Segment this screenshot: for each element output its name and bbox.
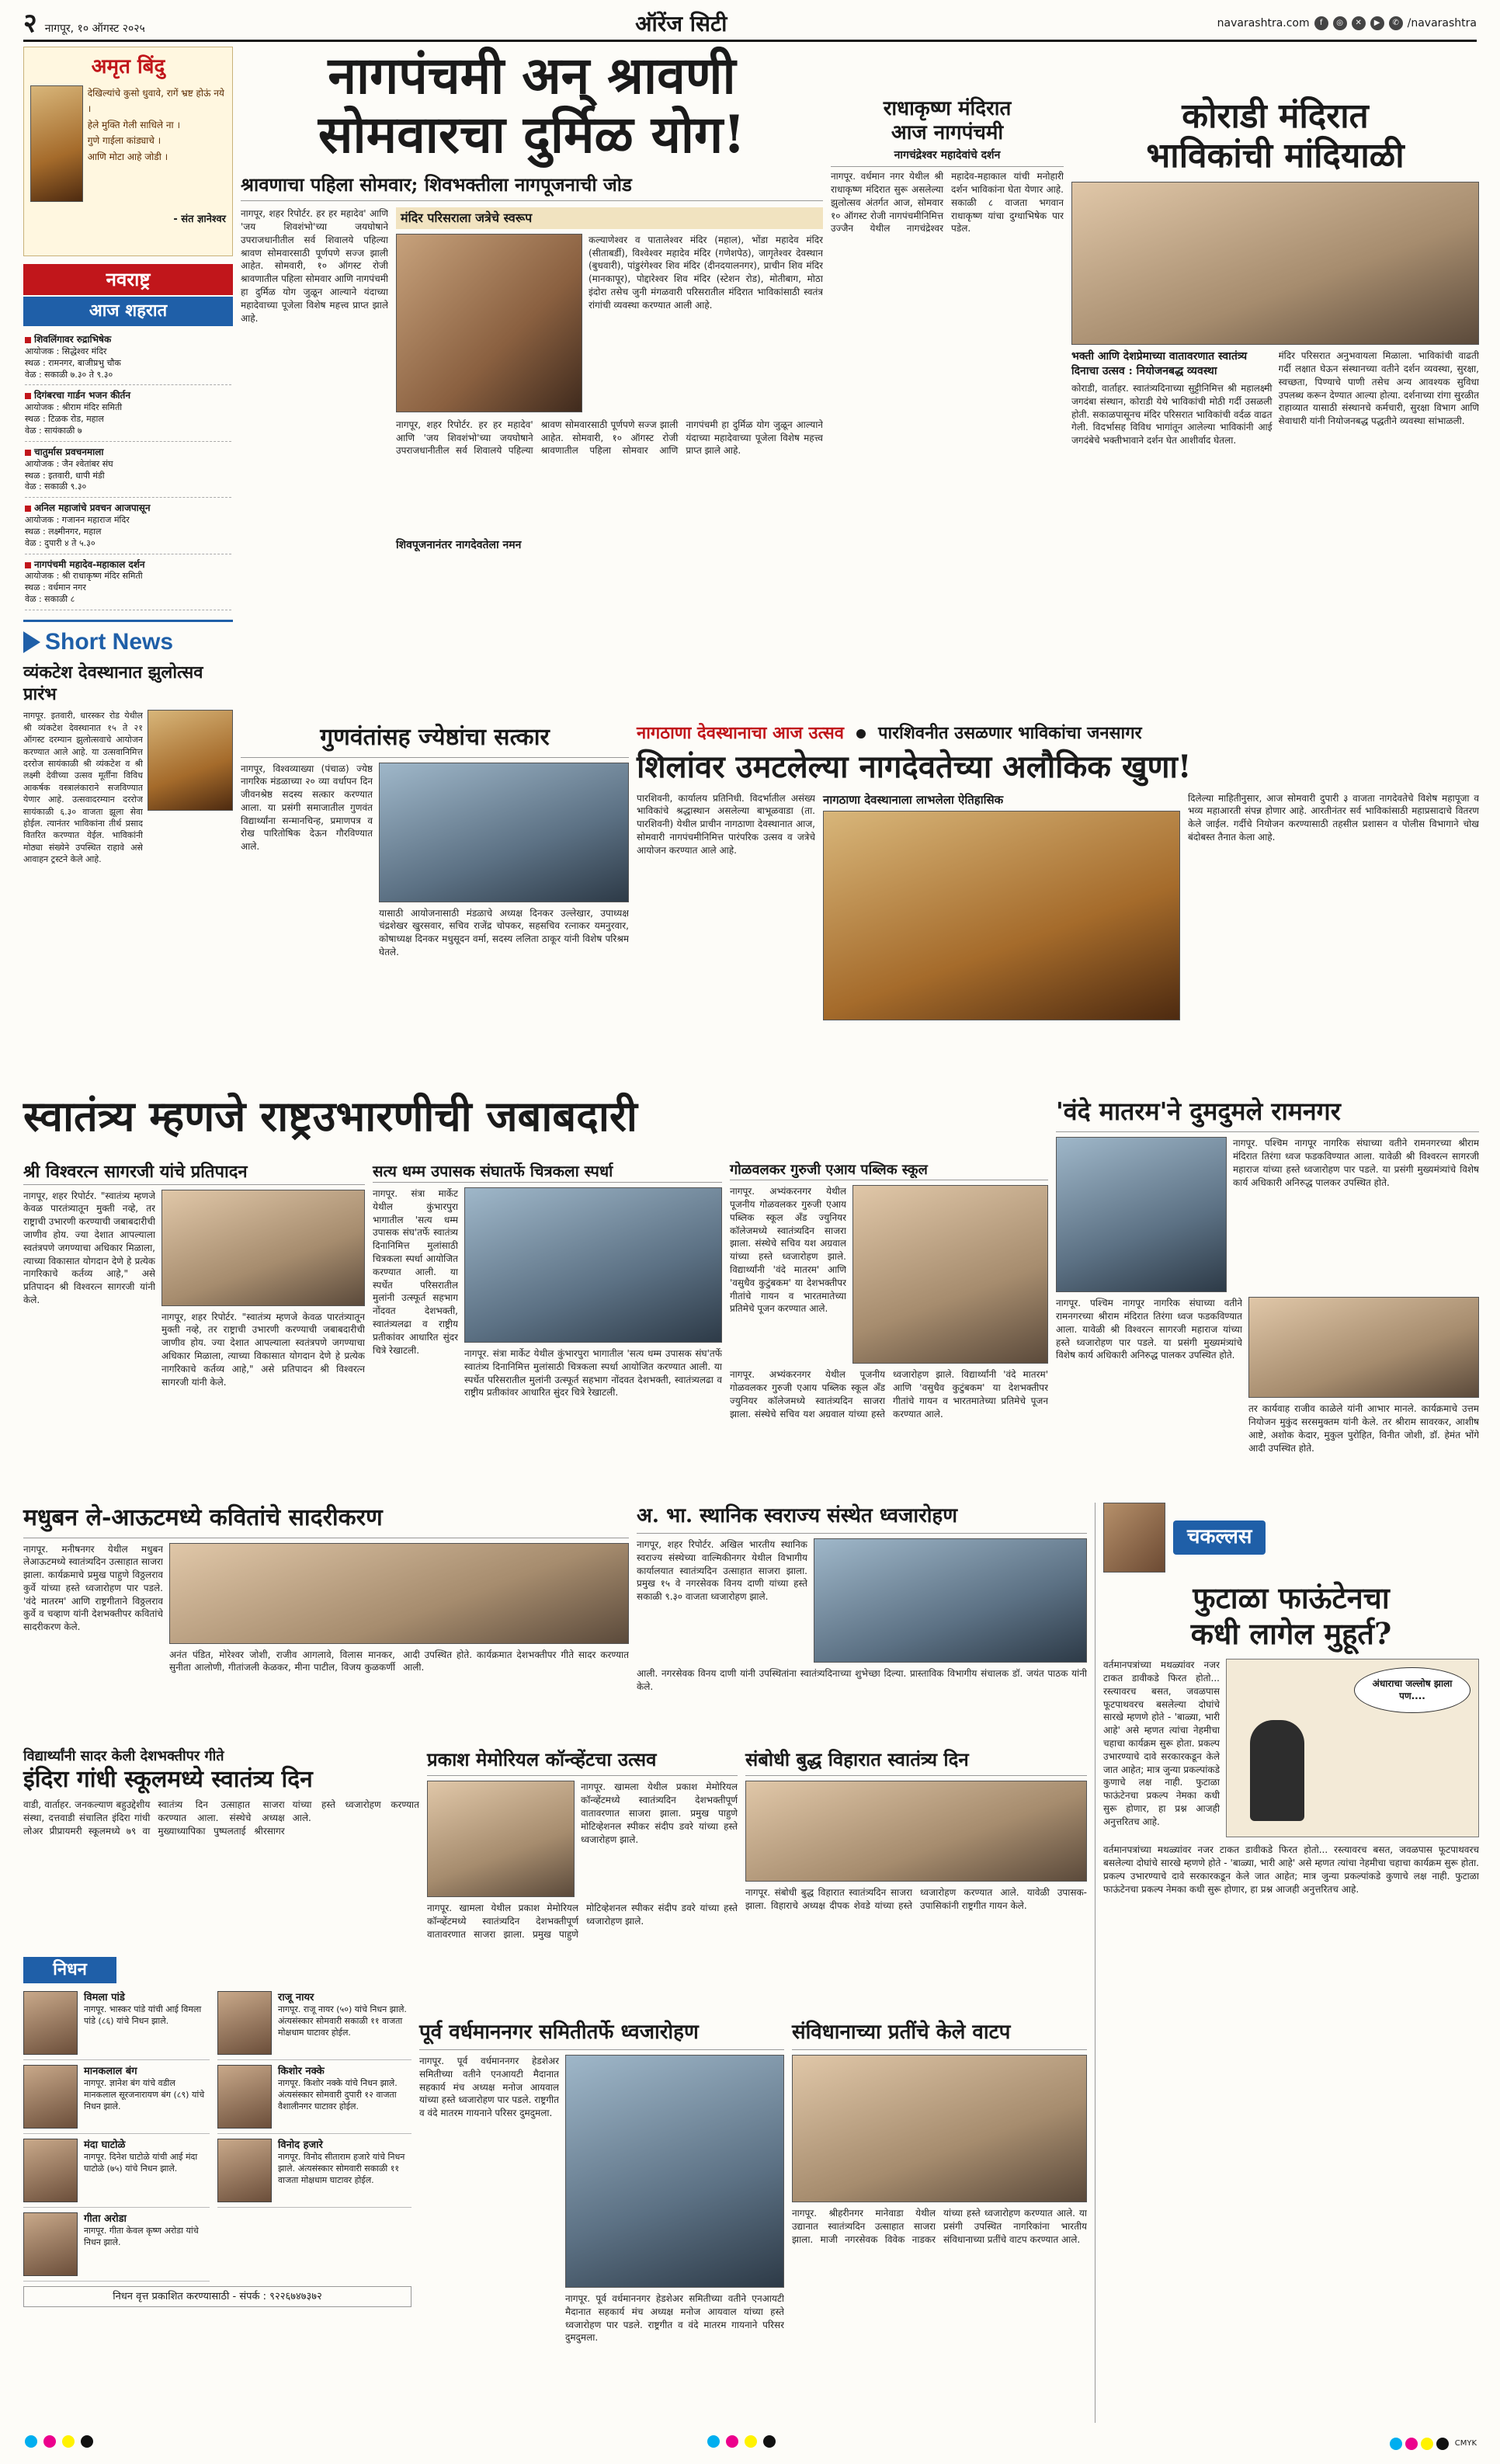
sagarji-image xyxy=(161,1190,365,1306)
lead-subhead: श्रावणाचा पहिला सोमवार; शिवभक्तीला नागपूजनाची जोड xyxy=(241,172,823,201)
sambodhi-story xyxy=(745,1747,1087,1972)
indira-tag: विद्यार्थ्यांनी सादर केली देशभक्तीपर गीते xyxy=(23,1748,224,1764)
purva-flag-image xyxy=(565,2055,784,2288)
amrut-line: हेले मुक्ति गेली साधिले ना । xyxy=(87,119,181,130)
chakalas-column xyxy=(1095,1503,1479,2423)
golwalkar-story xyxy=(730,1161,1048,1500)
swatantrya-sub: श्री विश्वरत्न सागरजी यांचे प्रतिपादन xyxy=(23,1161,365,1185)
nagdev-body: पारशिवनी, कार्यालय प्रतिनिधी. विदर्भातील असंख्य भाविकांचे श्रद्धास्थान असलेल्या बाभूळवाडा (ता. पारशिवनी) येथील प्राचीन नागठाणा देवस्थानात आज, सोमवारी नागपंचमीनिमित्त पारंपरिक उत्सव व जत्रेचे आयोजन करण्यात आले आहे. xyxy=(637,792,815,856)
magenta-dot-icon xyxy=(726,2435,738,2448)
gunwant-title: गुणवंतांसह ज्येष्ठांचा सत्कार xyxy=(241,722,629,758)
purva-title: पूर्व वर्धमाननगर समितीतर्फे ध्वजारोहण xyxy=(419,2019,784,2050)
cartoon-figure-icon xyxy=(1250,1720,1304,1821)
cartoon-icon xyxy=(1103,1503,1165,1573)
abha-body-2: आली. नगरसेवक विनय दाणी यांनी उपस्थितांना स्वातंत्र्यदिनाच्या शुभेच्छा दिल्या. प्रास्ताविक विभागीय संचालक डॉ. जयंत पाठक यांनी केले. xyxy=(637,1668,1087,1692)
nagdev-headline: शिलांवर उमटलेल्या नागदेवतेच्या अलौकिक खुणा! xyxy=(637,748,1192,785)
koradi-body: कोराडी, वार्ताहर. स्वातंत्र्यदिनाच्या सुट्टीनिमित्त श्री महालक्ष्मी जगदंबा संस्थान, कोराडी येथे भाविकांची मोठी गर्दी उसळली होती. सकाळपासूनच मंदिर परिसरात भाविकांची वर्दळ वाढत गेली. विदर्भासह विविध भागांतून आलेल्या भाविकांनी आई जगदंबेचे भक्तीभावाने दर्शन घेत आशीर्वाद घेतला. xyxy=(1071,382,1273,447)
drawing-competition-image xyxy=(464,1187,722,1343)
print-registration-row xyxy=(23,2434,1477,2453)
koradi-story xyxy=(1071,97,1479,613)
event-item: दिगंबरचा गार्डन भजन कीर्तन आयोजक : श्रीराम मंदिर समिती स्थळ : टिळक रोड, महाल वेळ : सायंकाळी ७ xyxy=(25,385,231,441)
gunwant-body-2: यासाठी आयोजनासाठी मंडळाचे अध्यक्ष दिनकर उल्लेखार, उपाध्यक्ष चंद्रशेखर खुरसवार, सचिव राजेंद्र चोपकर, सहसचिव रत्नाकर यमनुरवार, कोषाध्यक्ष दिनकर मधुसूदन वर्मा, सदस्य ललिता ठाकूर यांनी विशेष परिश्रम घेतले. xyxy=(379,907,629,957)
yellow-dot-icon xyxy=(745,2435,757,2448)
koradi-body-2: मंदिर परिसरात अनुभवायला मिळाला. भाविकांची वाढती गर्दी लक्षात घेऊन संस्थानच्या वतीने दर्शन व्यवस्था, सुरक्षा, स्वच्छता, पिण्याचे पाणी तसेच अन्य आवश्यक सुविधा उपलब्ध करून देण्यात आल्या होत्या. दर्शनाच्या रांगा सुरळीत राहाव्यात यासाठी संस्थानचे कर्मचारी, सुरक्षा विभाग आणि सेवाधारी यांनी नियोजनबद्ध पद्धतीने व्यवस्था सांभाळली. xyxy=(1278,350,1479,427)
venkatesh-image xyxy=(148,710,233,811)
gunwant-body: नागपूर, विश्वव्याख्या (पंचाळ) ज्येष्ठ नागरिक मंडळाच्या २० व्या वर्धापन दिन जीवनश्रेष्ठ सदस्य सत्कार करण्यात आला. या प्रसंगी समाजातील गुणवंत विद्यार्थ्यांना सन्मानचिन्ह, प्रमाणपत्र व रोख पारितोषिक देऊन गौरविण्यात आले. xyxy=(241,763,373,853)
portrait-image xyxy=(217,1991,272,2055)
nagdev-body-2: दिलेल्या माहितीनुसार, आज सोमवारी दुपारी ३ वाजता नागदेवतेचे विशेष महापूजा व भव्य महाआरती संपन्न होणार आहे. आरतीनंतर सर्व भाविकांसाठी महाप्रसादाचे वितरण केले जाईल. गर्दीचे नियोजन करण्यासाठी तहसील प्रशासन व पोलीस विभागाने चोख बंदोबस्त तैनात केला आहे. xyxy=(1188,792,1479,843)
chakalas-body-2: वर्तमानपत्रांच्या मथळ्यांवर नजर टाकत डावीकडे फिरत होतो... रस्त्यावरच बसत, जवळपास फूटपाथवरच बसलेल्या दोघांचे सारखे म्हणणे होते - 'बाळ्या, भारी आहे' असे म्हणत त्यांचा नेहमीचा चहाचा कार्यक्रम सुरू होता. प्रकल्प उभारण्याचे दावे सरकारकडून केले जात आहेत; मात्र जुन्या प्रकल्पांकडे कुणाचे लक्ष नाही. फुटाळा फाऊंटेनचा प्रकल्प नेमका कधी सुरू होणार, हा प्रश्न आजही अनुत्तरितच आहे. xyxy=(1103,1844,1479,1895)
portrait-image xyxy=(23,2065,78,2129)
obituary-item: मानकलाल बंग नागपूर. ज्ञानेश बंग यांचे वडील मानकलाल सूरजनारायण बंग (८९) यांचे निधन झाले. xyxy=(23,2060,210,2134)
obituary-item: मंदा घाटोळे नागपूर. दिनेश घाटोळे यांची आई मंदा घाटोळे (७५) यांचे निधन झाले. xyxy=(23,2134,210,2208)
separator-dot-icon xyxy=(856,729,866,739)
sambodhi-title: संबोधी बुद्ध विहारात स्वातंत्र्य दिन xyxy=(745,1747,1087,1776)
section-title: ऑरेंज सिटी xyxy=(635,10,727,36)
sambodhi-image xyxy=(745,1781,1087,1882)
golwalkar-body: नागपूर. अभ्यंकरनगर येथील पूजनीय गोळवलकर गुरुजी एआय पब्लिक स्कूल अँड ज्युनियर कॉलेजमध्ये स्वातंत्र्यदिन साजरा झाला. संस्थेचे सचिव यश अग्रवाल यांच्या हस्ते ध्वजारोहण झाले. विद्यार्थ्यांनी 'वंदे मातरम' आणि 'वसुधैव कुटुंबकम' या देशभक्तीपर गीतांचे गायन व भारतमातेच्या प्रतिमेचे पूजन करण्यात आले. xyxy=(730,1186,846,1315)
chitrakala-body-2: नागपूर. संत्रा मार्केट येथील कुंभारपुरा भागातील 'सत्य धम्म उपासक संघ'तर्फे स्वातंत्र्य दिनानिमित्त मुलांसाठी चित्रकला स्पर्धा आयोजित करण्यात आली. या स्पर्धेत परिसरातील मुलांनी उत्स्फूर्त सहभाग नोंदवत देशभक्ती, स्वातंत्र्यलढा व राष्ट्रीय प्रतीकांवर आधारित सुंदर चित्रे रेखाटली. xyxy=(464,1348,722,1399)
vande-story xyxy=(1056,1095,1479,1491)
obituary-item: किशोर नक्के नागपूर. किशोर नक्के यांचे निधन झाले. अंत्यसंस्कार सोमवारी दुपारी १२ वाजता वैशालीनगर घाटावर होईल. xyxy=(217,2060,411,2134)
obituary-item: विमला पांडे नागपूर. भास्कर पांडे यांची आई विमला पांडे (८६) यांचे निधन झाले. xyxy=(23,1986,210,2060)
purva-story xyxy=(419,2019,784,2381)
swatantrya-story xyxy=(23,1161,365,1500)
whatsapp-icon[interactable]: ✆ xyxy=(1389,16,1403,30)
obituary-section xyxy=(23,1957,411,2307)
nagdev-tag-2: पारशिवनीत उसळणार भाविकांचा जनसागर xyxy=(877,723,1142,743)
prakash-body: नागपूर. खामला येथील प्रकाश मेमोरियल कॉन्व्हेंटमध्ये स्वातंत्र्यदिन देशभक्तीपूर्ण वातावरणात साजरा झाला. प्रमुख पाहुणे मोटिव्हेशनल स्पीकर संदीप डवरे यांच्या हस्ते ध्वजारोहण झाले. xyxy=(581,1781,738,1845)
prakash-title: प्रकाश मेमोरियल कॉन्व्हेंटचा उत्सव xyxy=(427,1747,738,1776)
ramnagar-crowd-image xyxy=(1248,1297,1479,1398)
sanvidhan-story xyxy=(792,2019,1087,2386)
koradi-title-1: कोराडी मंदिरात xyxy=(1182,96,1369,136)
koradi-crowd-image xyxy=(1071,182,1479,345)
nidhan-title: निधन xyxy=(23,1957,116,1983)
swatantrya-headline: स्वातंत्र्य म्हणजे राष्ट्रउभारणीची जबाबदारी xyxy=(23,1091,637,1141)
nagdev-photo-caption: नागठाणा देवस्थानाला लाभलेला ऐतिहासिक xyxy=(823,792,1004,807)
radha-body: नागपूर. वर्धमान नगर येथील श्री राधाकृष्ण मंदिरात सुरू असलेल्या झुलोत्सव अंतर्गत आज, सोमवार १० ऑगस्ट रोजी नागपंचमीनिमित्त उज्जैन येथील नागचंद्रेश्वर महादेव-महाकाल यांची मनोहारी दर्शन भाविकांना घेता येणार आहे. सकाळी ८ वाजता भगवान राधाकृष्ण यांचा दुग्धाभिषेक पार पडेल. xyxy=(831,171,1064,235)
madhuban-title: मधुबन ले-आऊटमध्ये कवितांचे सादरीकरण xyxy=(23,1503,629,1538)
sanvidhan-body: नागपूर. श्रीहरीनगर मानेवाडा येथील उद्यानात स्वातंत्र्यदिन उत्साहात साजरा झाला. माजी नगरसेवक विवेक नाडकर यांच्या हस्ते ध्वजारोहण करण्यात आले. या प्रसंगी उपस्थित नागरिकांना भारतीय संविधानाच्या प्रतींचे वाटप करण्यात आले. xyxy=(792,2208,1087,2245)
portrait-image xyxy=(23,2139,78,2202)
short-news-title: Short News xyxy=(45,628,174,655)
nagdev-story xyxy=(637,722,1479,1041)
black-dot-icon xyxy=(81,2435,93,2448)
madhuban-body: नागपूर. मनीषनगर येथील मधुबन लेआऊटमध्ये स्वातंत्र्यदिन उत्साहात साजरा झाला. कार्यक्रमाचे प्रमुख पाहुणे विठ्ठलराव कुर्वे यांच्या हस्ते ध्वजारोहण पार पडले. 'वंदे मातरम' आणि राष्ट्रगीताने विठ्ठलराव कुर्वे व चव्हाण यांनी देशभक्तीपर कवितांचे सादरीकरण केले. xyxy=(23,1543,163,1633)
purva-body: नागपूर. पूर्व वर्धमाननगर हेडशेअर समितीच्या वतीने एनआयटी मैदानात सहकार्य मंच अध्यक्ष मनोज आयवाल यांच्या हस्ते ध्वजारोहण पार पडले. राष्ट्रगीत व वंदे मातरम गायनाने परिसर दुमदुमला. xyxy=(419,2056,559,2119)
prakash-image xyxy=(427,1781,575,1897)
golwalkar-body-2: नागपूर. अभ्यंकरनगर येथील पूजनीय गोळवलकर गुरुजी एआय पब्लिक स्कूल अँड ज्युनियर कॉलेजमध्ये स्वातंत्र्यदिन साजरा झाला. संस्थेचे सचिव यश अग्रवाल यांच्या हस्ते ध्वजारोहण झाले. विद्यार्थ्यांनी 'वंदे मातरम' आणि 'वसुधैव कुटुंबकम' या देशभक्तीपर गीतांचे गायन व भारतमातेच्या प्रतिमेचे पूजन करण्यात आले. xyxy=(730,1369,1048,1420)
site-url[interactable]: navarashtra.com xyxy=(1217,17,1310,30)
vande-body-2: तर कार्यवाह राजीव काळेले यांनी आभार मानले. कार्यक्रमाचे उत्तम नियोजन मुकुंद सरसमुक्तम यांनी केले. तर श्रीराम सावरकर, आशीष आष्टे, अशोक केदार, मुकुल पुरोहित, विनीत जोशी, डॉ. हेमंत भोंगे आदी उपस्थित होते. xyxy=(1248,1403,1479,1454)
sanvidhan-title: संविधानाच्या प्रतींचे केले वाटप xyxy=(792,2019,1087,2050)
black-dot-icon xyxy=(1436,2438,1449,2450)
cyan-dot-icon xyxy=(1390,2438,1402,2450)
event-item: शिवलिंगावर रुद्राभिषेक आयोजक : सिद्धेश्वर मंदिर स्थळ : रामनगर, बाजीप्रभु चौक वेळ : सकाळी ७.३० ते ९.३० xyxy=(25,329,231,385)
madhuban-story xyxy=(23,1503,629,1729)
gunwant-story xyxy=(241,722,629,1073)
swatantrya-body: नागपूर, शहर रिपोर्टर. "स्वातंत्र्य म्हणजे केवळ पारतंत्र्यातून मुक्ती नव्हे, तर राष्ट्राची उभारणी करण्याची जबाबदारीची जाणीव होय. ज्या देशात आपल्याला स्वतंत्रपणे जगण्याचा अधिकार मिळाला, त्याच्या विकासात योगदान देणे हे प्रत्येक नागरिकाचे कर्तव्य आहे," असे प्रतिपादन श्री विश्वरत्न सागरजी यांनी केले. xyxy=(23,1190,155,1306)
obituary-item: गीता अरोडा नागपूर. गीता केवल कृष्ण अरोडा यांचे निधन झाले. xyxy=(23,2208,210,2282)
event-item: अनिल महाजांचे प्रवचन आजपासून आयोजक : गजानन महाराज मंदिर स्थळ : लक्ष्मीनगर, महाल वेळ : दुपारी ४ ते ५.३० xyxy=(25,498,231,554)
sambodhi-body: नागपूर. संबोधी बुद्ध विहारात स्वातंत्र्यदिन साजरा झाला. विहाराचे अध्यक्ष दीपक शेवडे यांच्या हस्ते ध्वजारोहण करण्यात आले. यावेळी उपासक-उपासिकांनी राष्ट्रगीत गायन केले. xyxy=(745,1887,1087,1912)
chakalas-title-1: फुटाळा फाऊंटेनचा xyxy=(1193,1580,1390,1615)
short-news-arrow-icon xyxy=(23,631,40,653)
indira-story xyxy=(23,1747,419,1962)
shivapoojan-sub: शिवपूजनानंतर नागदेवतेला नमन xyxy=(396,538,522,551)
x-icon[interactable]: ✕ xyxy=(1352,16,1366,30)
navarashtra-logo: नवराष्ट्र xyxy=(23,264,233,295)
chitrakala-story xyxy=(373,1161,722,1498)
indira-body: वाडी, वार्ताहर. जनकल्याण बहुउद्देशीय संस्था, दत्तवाडी संचालित इंदिरा गांधी लोअर प्रीप्रायमरी स्कूलमध्ये ७९ वा स्वातंत्र्य दिन उत्साहात साजरा करण्यात आला. संस्थेचे अध्यक्ष मुख्याध्यापिका पुष्पलताई श्रीरसागर यांच्या हस्ते ध्वजारोहण करण्यात आले. xyxy=(23,1799,419,1837)
prakash-story xyxy=(427,1747,738,1972)
shivling-image xyxy=(396,234,582,412)
page-header xyxy=(23,8,1477,42)
golwalkar-image xyxy=(852,1185,1048,1364)
portrait-image xyxy=(217,2139,272,2202)
purva-body-2: नागपूर. पूर्व वर्धमाननगर हेडशेअर समितीच्या वतीने एनआयटी मैदानात सहकार्य मंच अध्यक्ष मनोज आयवाल यांच्या हस्ते ध्वजारोहण पार पडले. राष्ट्रगीत व वंदे मातरम गायनाने परिसर दुमदुमला. xyxy=(565,2293,784,2344)
vande-title: 'वंदे मातरम'ने दुमदुमले रामनगर xyxy=(1056,1095,1479,1132)
gunwant-image xyxy=(379,763,629,902)
event-item: नागपंचमी महादेव-महाकाल दर्शन आयोजक : श्री राधाकृष्ण मंदिर समिती स्थळ : वर्धमान नगर वेळ : सकाळी ८ xyxy=(25,554,231,610)
inner-body: कल्याणेश्वर व पातालेश्वर मंदिर (महाल), भोंडा महादेव मंदिर (सीताबर्डी), विश्वेश्वर महादेव मंदिर (गणेशपेठ), जागृतेश्वर देवस्थान (बुधवारी), पांडुरंगेश्वर शिव मंदिर (दीनदयालनगर), प्राचीन शिव मंदिर (मानकापूर), पोद्दारेश्वर शिव मंदिर (स्टेशन रोड), मोतीबाग, मोठा इंदोरा तसेच जुनी मंगळवारी परिसरातील मंदिरात भाविकांसाठी स्वतंत्र रांगांची व्यवस्था करण्यात आली आहे. xyxy=(589,234,823,311)
amrut-line: देखिल्यांचे कुसो धुवावे, रागें भ्रष्ट होऊं नये । xyxy=(87,88,224,115)
short-news-headline: व्यंकटेश देवस्थानात झुलोत्सव प्रारंभ xyxy=(23,662,203,704)
swatantrya-section xyxy=(23,1091,1048,1142)
swatantrya-body-2: नागपूर, शहर रिपोर्टर. "स्वातंत्र्य म्हणजे केवळ पारतंत्र्यातून मुक्ती नव्हे, तर राष्ट्राची उभारणी करण्याची जबाबदारीची जाणीव होय. ज्या देशात आपल्याला स्वतंत्रपणे जगण्याचा अधिकार मिळाला, त्याच्या विकासात योगदान देणे हे प्रत्येक नागरिकाचे कर्तव्य आहे," असे प्रतिपादन श्री विश्वरत्न सागरजी यांनी केले. xyxy=(161,1311,365,1388)
cmyk-label: CMYK xyxy=(1454,2439,1477,2448)
nagdev-tag-1: नागठाणा देवस्थानाचा आज उत्सव xyxy=(637,723,844,743)
left-column xyxy=(23,47,233,966)
portrait-image xyxy=(217,2065,272,2129)
portrait-image xyxy=(23,2212,78,2276)
radha-title-1: राधाकृष्ण मंदिरात xyxy=(883,97,1012,120)
radha-story xyxy=(831,97,1064,706)
cartoon-panel xyxy=(1226,1659,1479,1837)
lead-headline-1: नागपंचमी अन् श्रावणी xyxy=(328,45,736,106)
koradi-caption: भक्ती आणि देशप्रेमाच्या वातावरणात स्वातंत्र्य दिनाचा उत्सव : नियोजनबद्ध व्यवस्था xyxy=(1071,350,1248,378)
amrut-title: अमृत बिंदु xyxy=(91,55,165,78)
abha-title: अ. भा. स्थानिक स्वराज्य संस्थेत ध्वजारोहण xyxy=(637,1503,1087,1534)
event-item: चातुर्मास प्रवचनमाला आयोजक : जैन श्वेतांबर संघ स्थळ : इतवारी, धापी मंडी वेळ : सकाळी ९.३० xyxy=(25,442,231,498)
abha-story xyxy=(637,1503,1087,1722)
obituary-item: विनोद हजारे नागपूर. विनोद सीताराम हजारे यांचे निधन झाले. अंत्यसंस्कार सोमवारी सकाळी ११ वाजता मोक्षधाम घाटावर होईल. xyxy=(217,2134,411,2208)
magenta-dot-icon xyxy=(1405,2438,1418,2450)
amrut-bindu-box xyxy=(23,47,233,256)
yellow-dot-icon xyxy=(62,2435,75,2448)
yellow-dot-icon xyxy=(1421,2438,1433,2450)
saint-image xyxy=(30,85,83,202)
madhuban-image xyxy=(169,1543,629,1644)
sanvidhan-image xyxy=(792,2055,1087,2202)
amrut-author: - संत ज्ञानेश्वर xyxy=(173,214,226,226)
madhuban-body-2: अनंत पंडित, मोरेश्वर जोशी, राजीव आगलावे, विलास मानकर, सुनीता आलोणी, गीतांजली केळकर, मीना पाटील, विजय कुळकर्णी आदी उपस्थित होते. कार्यक्रमात देशभक्तीपर गीते सादर करण्यात आली. xyxy=(169,1649,629,1673)
cyan-dot-icon xyxy=(707,2435,720,2448)
vande-body-cont: नागपूर. पश्चिम नागपूर नागरिक संघाच्या वतीने रामनगरच्या श्रीराम मंदिरात तिरंगा ध्वज फडकविण्यात आला. यावेळी श्री विश्वरत्न सागरजी महाराज यांच्या हस्ते ध्वजारोहण पार पडले. या प्रसंगी मुख्यमंत्र्यांचे विशेष कार्य अधिकारी अनिरुद्ध पालकर उपस्थित होते. xyxy=(1056,1298,1242,1361)
chakalas-title-2: कधी लागेल मुहूर्त? xyxy=(1190,1615,1392,1651)
prakash-body-2: नागपूर. खामला येथील प्रकाश मेमोरियल कॉन्व्हेंटमध्ये स्वातंत्र्यदिन देशभक्तीपूर्ण वातावरणात साजरा झाला. प्रमुख पाहुणे मोटिव्हेशनल स्पीकर संदीप डवरे यांच्या हस्ते ध्वजारोहण झाले. xyxy=(427,1903,738,1940)
inner-title: मंदिर परिसराला जत्रेचे स्वरूप xyxy=(396,207,823,229)
instagram-icon[interactable]: ◎ xyxy=(1333,16,1347,30)
ramnagar-flag-image xyxy=(1056,1137,1227,1292)
lead-body: नागपूर, शहर रिपोर्टर. हर हर महादेव' आणि 'जय शिवशंभो'च्या जयघोषाने उपराजधानीतील सर्व शिवालये पहिल्या श्रावण सोमवारसाठी पूर्णपणे सज्ज झाली आहेत. सोमवारी, १० ऑगस्ट रोजी श्रावणातील पहिला सोमवार आणि नागपंचमी हा दुर्मिळ योग जुळून आल्याने यंदाच्या महादेवाच्या पूजेला विशेष महत्त्व प्राप्त झाले आहे. xyxy=(241,208,388,324)
chakalas-body: वर्तमानपत्रांच्या मथळ्यांवर नजर टाकत डावीकडे फिरत होतो... रस्त्यावरच बसत, जवळपास फूटपाथवरच बसलेल्या दोघांचे सारखे म्हणणे होते - 'बाळ्या, भारी आहे' असे म्हणत त्यांचा नेहमीचा चहाचा कार्यक्रम सुरू होता. प्रकल्प उभारण्याचे दावे सरकारकडून केले जात आहेत; मात्र जुन्या प्रकल्पांकडे कुणाचे लक्ष नाही. फुटाळा फाऊंटेनचा प्रकल्प नेमका कधी सुरू होणार, हा प्रश्न आजही अनुत्तरितच आहे. xyxy=(1103,1659,1220,1827)
chakalas-tag: चकल्लस xyxy=(1173,1520,1266,1554)
nagdev-rock-image xyxy=(823,811,1180,1020)
indira-title: इंदिरा गांधी स्कूलमध्ये स्वातंत्र्य दिन xyxy=(23,1766,313,1794)
site-info xyxy=(1217,16,1477,31)
date-line: नागपूर, १० ऑगस्ट २०२५ xyxy=(44,22,145,35)
portrait-image xyxy=(23,1991,78,2055)
vande-body: नागपूर. पश्चिम नागपूर नागरिक संघाच्या वतीने रामनगरच्या श्रीराम मंदिरात तिरंगा ध्वज फडकविण्यात आला. यावेळी श्री विश्वरत्न सागरजी महाराज यांच्या हस्ते ध्वजारोहण पार पडले. या प्रसंगी मुख्यमंत्र्यांचे विशेष कार्य अधिकारी अनिरुद्ध पालकर उपस्थित होते. xyxy=(1233,1138,1479,1188)
obituary-footer: निधन वृत्त प्रकाशित करण्यासाठी - संपर्क : ९२२६७४७३७२ xyxy=(23,2286,411,2308)
radha-sub: नागचंद्रेश्वर महादेवांचे दर्शन xyxy=(831,148,1064,167)
aaj-shahrat-title: आज शहरात xyxy=(23,297,233,326)
speech-bubble: अंधाराचा जल्लोष झाला पण.... xyxy=(1354,1667,1470,1712)
page-number: २ xyxy=(23,7,37,39)
lead-headline-2: सोमवारचा दुर्मिळ योग! xyxy=(318,103,746,165)
abha-flag-image xyxy=(814,1538,1087,1663)
lead-body-continued: नागपूर, शहर रिपोर्टर. हर हर महादेव' आणि 'जय शिवशंभो'च्या जयघोषाने उपराजधानीतील सर्व शिवालये पहिल्या श्रावण सोमवारसाठी पूर्णपणे सज्ज झाली आहेत. सोमवारी, १० ऑगस्ट रोजी श्रावणातील पहिला सोमवार आणि नागपंचमी हा दुर्मिळ योग जुळून आल्याने यंदाच्या महादेवाच्या पूजेला विशेष महत्त्व प्राप्त झाले आहे. xyxy=(396,419,823,457)
obituary-item: राजू नायर नागपूर. राजू नायर (५०) यांचे निधन झाले. अंत्यसंस्कार सोमवारी सकाळी ११ वाजता मोक्षधाम घाटावर होईल. xyxy=(217,1986,411,2060)
koradi-title-2: भाविकांची मांदियाळी xyxy=(1146,135,1405,176)
amrut-line: आणि मोटा आहे जोडी । xyxy=(87,151,168,162)
magenta-dot-icon xyxy=(43,2435,56,2448)
short-news-body: नागपूर. इतवारी, धारस्कर रोड येथील श्री व्यंकटेश देवस्थानात १५ ते २१ ऑगस्ट दरम्यान झुलोत्सवाचे आयोजन करण्यात आले आहे. या उत्सवानिमित्त दररोज सायंकाळी श्री व्यंकटेश व श्री लक्ष्मी देवीच्या उत्सव मूर्तींना विविध आकर्षक वस्त्रालंकाराने सजविण्यात येणार आहे. उत्सवादरम्यान दररोज सायंकाळी ६.३० वाजता झूला सेवा होईल. त्यानंतर भाविकांना तीर्थ प्रसाद वितरित करण्यात येईल. भाविकांनी मोठ्या संख्येने उपस्थित राहावे असे आवाहन ट्रस्टने केले आहे. xyxy=(23,711,143,865)
chitrakala-title: सत्य धम्म उपासक संघातर्फे चित्रकला स्पर्धा xyxy=(373,1161,722,1183)
golwalkar-title: गोळवलकर गुरुजी एआय पब्लिक स्कूल xyxy=(730,1161,1048,1180)
abha-body: नागपूर, शहर रिपोर्टर. अखिल भारतीय स्थानिक स्वराज्य संस्थेच्या वाल्मिकीनगर येथील विभागीय कार्यालयात स्वातंत्र्यदिन उत्साहात साजरा झाला. प्रमुख १५ वे नगरसेवक विनय दाणी यांच्या हस्ते सकाळी ९.३० वाजता ध्वजारोहण झाले. xyxy=(637,1539,807,1603)
radha-title-2: आज नागपंचमी xyxy=(891,121,1004,145)
cyan-dot-icon xyxy=(25,2435,37,2448)
facebook-icon[interactable]: f xyxy=(1314,16,1328,30)
social-handle[interactable]: /navarashtra xyxy=(1407,17,1477,30)
black-dot-icon xyxy=(763,2435,776,2448)
chitrakala-body: नागपूर. संत्रा मार्केट येथील कुंभारपुरा भागातील 'सत्य धम्म उपासक संघ'तर्फे स्वातंत्र्य दिनानिमित्त मुलांसाठी चित्रकला स्पर्धा आयोजित करण्यात आली. या स्पर्धेत परिसरातील मुलांनी उत्स्फूर्त सहभाग नोंदवत देशभक्ती, स्वातंत्र्यलढा व राष्ट्रीय प्रतीकांवर आधारित सुंदर चित्रे रेखाटली. xyxy=(373,1188,458,1356)
lead-story xyxy=(241,47,823,557)
youtube-icon[interactable]: ▶ xyxy=(1370,16,1384,30)
amrut-line: गुणे गाईला कांड्याचे । xyxy=(87,135,161,147)
